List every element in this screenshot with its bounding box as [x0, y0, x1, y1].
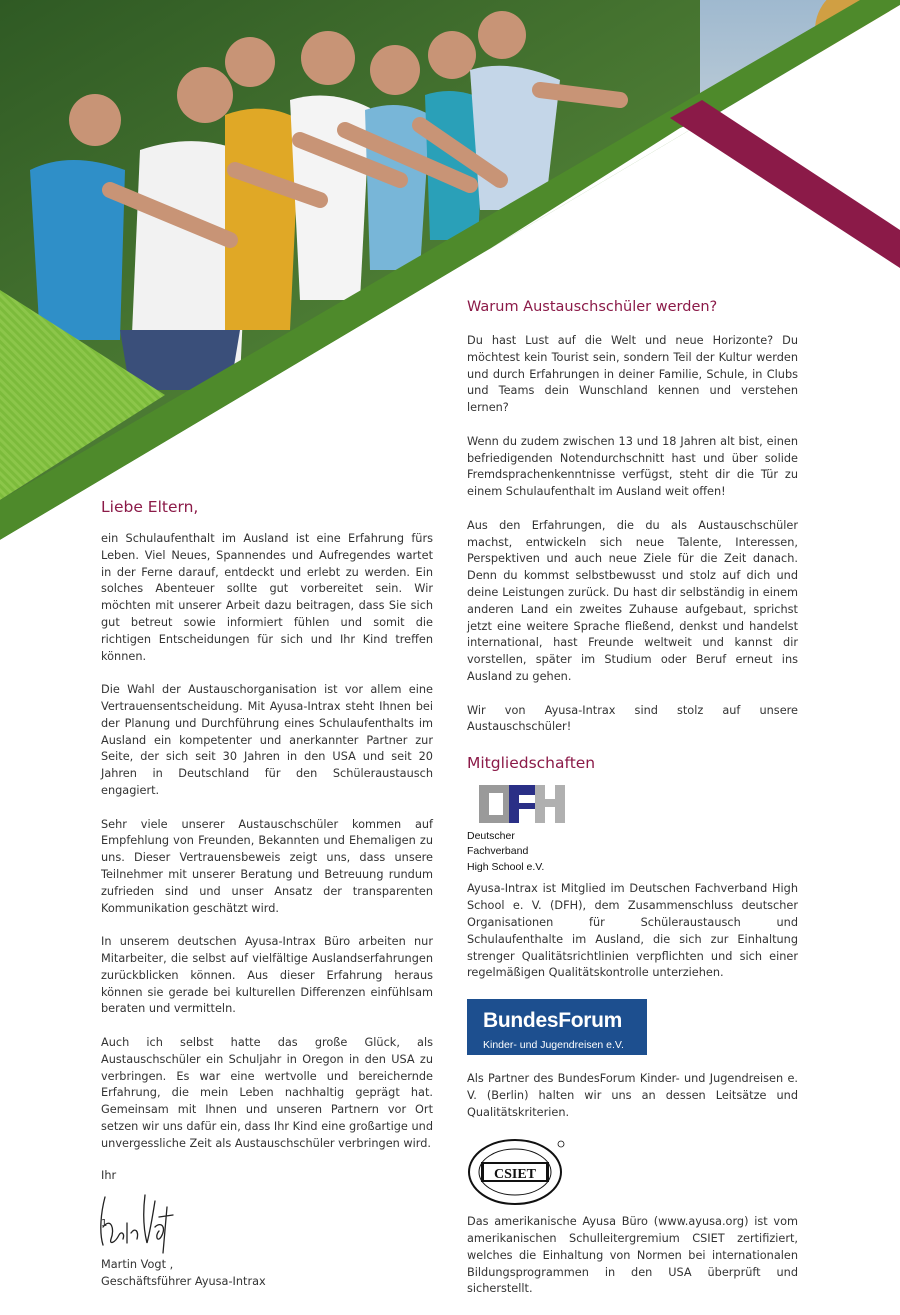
signature-name: Martin Vogt ,	[101, 1258, 174, 1272]
dfh-description: Ayusa-Intrax ist Mitglied im Deutschen Fachverband High School e. V. (DFH), dem Zusammenschluss deutscher Organisationen für Schüleraustausch und Schulaufenthalte im Ausland, die sich zur Einhaltung strenger Qualitätsrichtlinien verpflichten und sich einer regelmäßigen Qualitätskontrolle unterziehen.	[467, 882, 798, 980]
letter-closing: Ihr	[101, 1169, 117, 1183]
dfh-logo-mark	[467, 783, 577, 825]
students-paragraph: Wir von Ayusa-Intrax sind stolz auf unsere Austauschschüler!	[467, 703, 798, 734]
students-paragraph: Wenn du zudem zwischen 13 und 18 Jahren alt bist, einen befriedigenden Notendurchschnitt hast und über solide Fremdsprachenkenntnisse verfügst, steht dir die Tür zu einem Schulaufenthalt im Ausland weit offen!	[467, 434, 798, 499]
letter-paragraph: ein Schulaufenthalt im Ausland ist eine Erfahrung fürs Leben. Viel Neues, Spannendes und Aufregendes wartet in der Ferne darauf, entdeckt und erlebt zu werden. Ein solches Abenteuer sollte gut vorbereitet sein. Wir möchten mit unserer Arbeit dazu beitragen, dass Sie sich gut betreut sowie informiert fühlen und somit die richtigen Entscheidungen für sich und Ihr Kind treffen können.	[101, 532, 433, 663]
dfh-logo-line: Deutscher	[467, 829, 515, 842]
page-number: 1	[101, 1218, 108, 1229]
csiet-description: Das amerikanische Ayusa Büro (www.ayusa.org) ist vom amerikanischen Schulleitergremium CSIET zertifiziert, welches die Einhaltung von Normen bei internationalen Bildungsprogrammen in den USA überprüft und sicherstellt.	[467, 1215, 798, 1296]
parents-letter	[101, 497, 433, 1291]
bundesforum-logo-title: BundesForum	[483, 1009, 623, 1032]
handwritten-signature	[97, 1187, 177, 1255]
dfh-logo-line: Fachverband	[467, 845, 529, 858]
students-paragraph: Du hast Lust auf die Welt und neue Horizonte? Du möchtest kein Tourist sein, sondern Teil der Kultur werden und durch Erfahrungen in deiner Familie, Schule, in Clubs und Teams dein Wunschland kennen und verstehen lernen?	[467, 334, 798, 415]
letter-paragraph: Sehr viele unserer Austauschschüler kommen auf Empfehlung von Freunden, Bekannten und Ehemaligen zu uns. Dieser Vertrauensbeweis zeigt uns, dass unsere Teilnehmer mit unserer Beratung und Betreuung rundum zufrieden sind und unser Ansatz der transparenten Kommunikation geschätzt wird.	[101, 817, 433, 915]
students-section	[467, 297, 798, 1315]
students-heading: Warum Austauschschüler werden?	[467, 299, 718, 315]
csiet-seal-text: CSIET	[493, 1167, 537, 1183]
signature-title: Geschäftsführer Ayusa-Intrax	[101, 1274, 266, 1288]
bundesforum-logo	[467, 999, 647, 1055]
csiet-seal	[467, 1138, 567, 1206]
bundesforum-description: Als Partner des BundesForum Kinder- und Jugendreisen e. V. (Berlin) halten wir uns an dessen Leitsätze und Qualitätskriterien.	[467, 1072, 798, 1119]
letter-paragraph: In unserem deutschen Ayusa-Intrax Büro arbeiten nur Mitarbeiter, die selbst auf vielfältige Auslandserfahrungen zurückblicken können. Aus dieser Erfahrung heraus können sie gerade bei kulturellen Differenzen einfühlsam beraten und vermitteln.	[101, 935, 433, 1016]
dfh-logo-line: High School e.V.	[467, 860, 545, 873]
letter-paragraph: Die Wahl der Austauschorganisation ist vor allem eine Vertrauensentscheidung. Mit Ayusa-Intrax steht Ihnen bei der Planung und Durchführung eines Schulaufenthalts im Ausland ein kompetenter und anerkannter Partner zur Seite, der sich seit 30 Jahren in den USA und seit 20 Jahren in Deutschland für den Schüleraustausch engagiert.	[101, 683, 433, 797]
letter-paragraph: Auch ich selbst hatte das große Glück, als Austauschschüler ein Schuljahr in Oregon in den USA zu verbringen. Es war eine wertvolle und bereichernde Erfahrung, die mein Leben nachhaltig geprägt hat. Gemeinsam mit Ihnen und unseren Partnern vor Ort setzen wir uns dafür ein, dass Ihr Kind eine großartige und unvergessliche Zeit als Austauschschüler verbringen wird.	[101, 1035, 433, 1150]
memberships-heading: Mitgliedschaften	[467, 753, 596, 772]
bundesforum-logo-subtitle: Kinder- und Jugendreisen e.V.	[483, 1039, 624, 1051]
students-paragraph: Aus den Erfahrungen, die du als Austauschschüler machst, entwickeln sich neue Talente, Interessen, Perspektiven und auch neue Ziele für die Zeit danach. Denn du kommst selbstbewusst und stolz auf dich und deine Leistungen zurück. Du hast dir selbständig in einem anderen Land ein zweites Zuhause aufgebaut, sprichst jetzt eine weitere Sprache fließend, denkst und handelst international, hast Freunde weltweit und kannst dir vorstellen, später im Studium oder Beruf erneut ins Ausland zu gehen.	[467, 518, 798, 683]
letter-heading: Liebe Eltern,	[101, 498, 199, 516]
signature-block	[101, 1168, 433, 1290]
dfh-logo	[467, 783, 798, 874]
